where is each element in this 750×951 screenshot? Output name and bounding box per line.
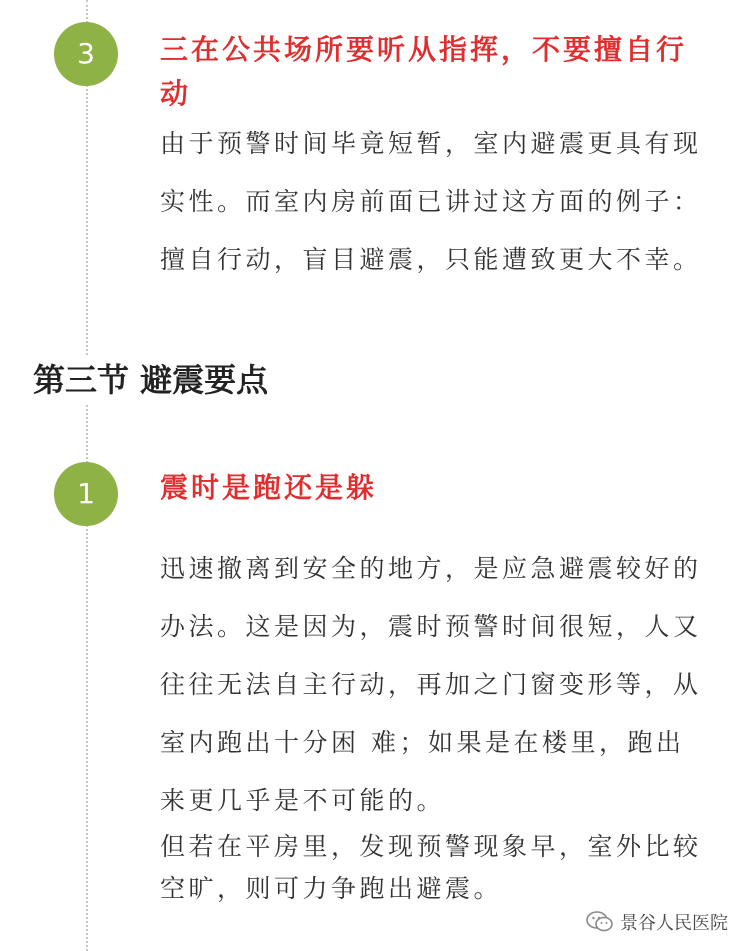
step-3-paragraph: 由于预警时间毕竟短暂，室内避震更具有现实性。而室内房前面已讲过这方面的例子：擅自行动，盲目避震，只能遭致更大不幸。 — [160, 129, 702, 274]
section-title: 第三节 避震要点 — [33, 356, 276, 404]
watermark-text: 景谷人民医院 — [620, 913, 728, 934]
wechat-icon — [586, 910, 614, 934]
step-3-heading: 三在公共场所要听从指挥，不要擅自行动 — [160, 33, 688, 110]
step-badge-1: 1 — [54, 462, 118, 526]
step-1-paragraph-1: 迅速撤离到安全的地方，是应急避震较好的办法。这是因为，震时预警时间很短，人又往往无法自主行动，再加之门窗变形等，从室内跑出十分困 难；如果是在楼里，跑出来更几乎是不可能的。 — [160, 554, 702, 815]
step-1-heading: 震时是跑还是躲 — [160, 471, 378, 504]
account-watermark — [586, 909, 728, 935]
step-1-paragraph-2: 但若在平房里，发现预警现象早，室外比较空旷，则可力争跑出避震。 — [160, 832, 702, 903]
step-badge-3: 3 — [54, 22, 118, 86]
